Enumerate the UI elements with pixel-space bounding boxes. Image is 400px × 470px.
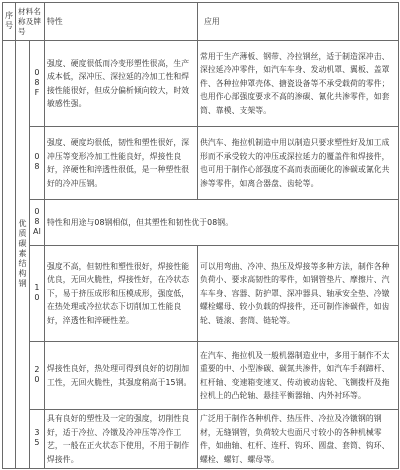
feature-cell: 焊接性良好，热处理可得到良好的切削加工性，无回火脆性，其强度稍高于15钢。 [45, 342, 198, 410]
grade-cell: 08 [30, 127, 45, 200]
grade-cell: 08F [30, 41, 45, 127]
application-cell: 在汽车、拖拉机及一般机器制造业中，多用于制作不太重要的中、小型渗碳、碳氮共渗件，如汽车手刹蹄杆、杠杆轴、变速箱变速叉、传动被动齿轮、飞铡拨杆及拖拉机上的凸轮轴、悬挂平衡器轴、内外衬环等。 [198, 342, 399, 410]
application-cell: 供汽车、拖拉机制造中用以制造只要求塑性好及加工成形而不承受较大的冲压或深拉延力的覆盖件和焊接件，也可用于制作心部强度不高而表面硬化的渗碳或氰化共渗等零件，如离合器盘、齿轮等。 [198, 127, 399, 200]
header-material: 材料名称及牌号 [16, 3, 45, 41]
header-application: 应用 [198, 3, 399, 41]
feature-cell: 强度、硬度均很低，韧性和塑性很好，深冲压等变形冷加工性能良好，焊接性良好，淬硬性和淬透性很低，是一种塑性很好的冷冲压钢。 [45, 127, 198, 200]
grade-cell: 10 [30, 246, 45, 342]
feature-cell: 特性和用途与08钢相似，但其塑性和韧性优于08钢。 [45, 200, 399, 246]
steel-spec-table [2, 2, 399, 469]
category-label: 优质碳素结构钢 [18, 218, 27, 288]
table-row [3, 246, 399, 342]
table-row [3, 200, 399, 246]
table-row [3, 41, 399, 127]
application-cell: 常用于生产薄板、钢带、冷拉钢丝，适于制造深冲击、深拉延冷冲零件，如汽车车身、发动机罩、翼板、盖罩件、各种拉伸罩壳体、搪瓷设备等不承受载荷的零件；也用作心部强度要求不高的渗碳、氰化共渗零件，如套筒、靠模、支架等。 [198, 41, 399, 127]
grade-cell: 35 [30, 410, 45, 469]
table-row [3, 410, 399, 469]
header-feature: 特性 [45, 3, 198, 41]
feature-cell: 具有良好的塑性及一定的强度，切削性良好，适于冷拉、冷镦及冷冲压等冷作工艺，一般在正火状态下使用，不用于制作焊接件。 [45, 410, 198, 469]
category-cell [16, 41, 30, 469]
feature-cell: 强度不高，但韧性和塑性很好，焊接性能优良，无回火脆性，焊接性好，在冷状态下，易于挤压成形和压模成形，强度低，在热处理或冷拉状态下切削加工性能良好，淬透性和淬硬性差。 [45, 246, 198, 342]
feature-cell: 强度、硬度很低而冷变形塑性很高，生产成本低，深冲压、深拉延的冷加工性和焊接性能很好，但成分偏析倾向较大，时效敏感性强。 [45, 41, 198, 127]
table-header-row [3, 3, 399, 41]
table-row [3, 127, 399, 200]
application-cell: 可以用弯曲、冷冲、热压及焊接等多种方法，制作各种负荷小、要求高韧性的零件，如钢管垫片、摩擦片、汽车车身、容器、防护罩、深冲器具、轴承安全垫、冷镦螺栓螺母、较小负载的焊接件，还可制作渗碳件，如齿轮、链滚、套筒、链轮等。 [198, 246, 399, 342]
table-row [3, 342, 399, 410]
grade-cell: 20 [30, 342, 45, 410]
grade-cell: 08Al [30, 200, 45, 246]
header-seq: 序号 [3, 3, 16, 41]
application-cell: 广泛用于制作各种机件、热压件、冷拉及冷镦钢的钢材，无缝钢管，负荷较大也面尺寸较小的各种机械零件，如曲轴、杠杆、连杆、钩环、圆盘、套筒、钩环、螺栓、螺钉、螺母等。 [198, 410, 399, 469]
seq-cell [3, 41, 16, 469]
